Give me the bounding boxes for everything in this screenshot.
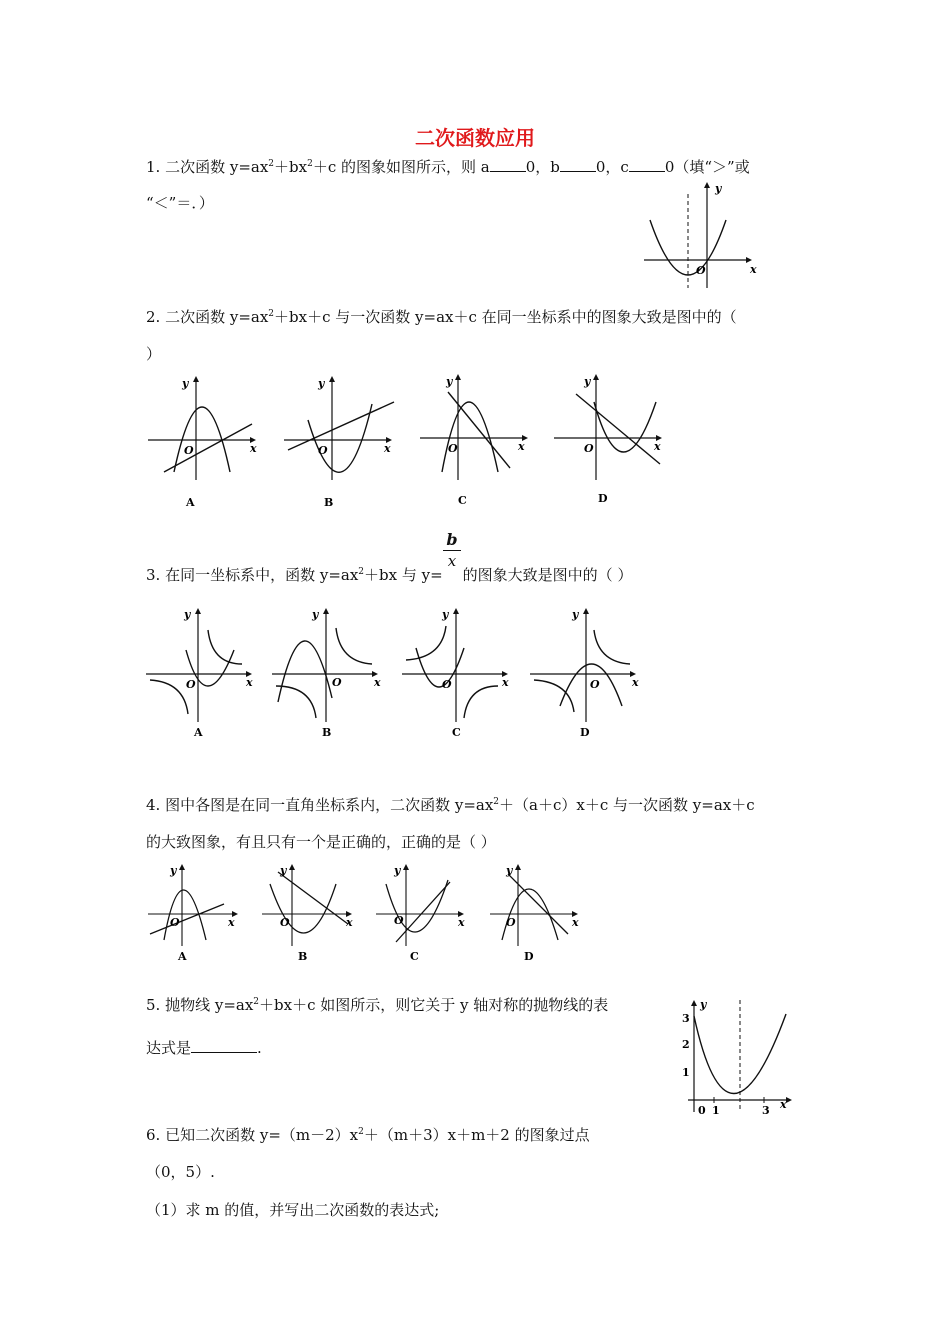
q2-b-y-label: y xyxy=(318,377,325,390)
q2-b-origin: O xyxy=(318,444,328,457)
q1-blank-b[interactable] xyxy=(560,156,596,172)
q2-option-b-graph[interactable] xyxy=(284,376,394,480)
q3-fraction-denominator: x xyxy=(447,552,457,570)
q3-option-d-label: D xyxy=(580,726,590,739)
svg-text:y: y xyxy=(184,608,191,621)
svg-text:y: y xyxy=(394,864,401,877)
svg-text:O: O xyxy=(506,916,516,929)
q2-figures xyxy=(146,372,676,516)
svg-text:x: x xyxy=(502,676,509,689)
q4-line2: 的大致图象，有且只有一个是正确的，正确的是（ ） xyxy=(146,833,496,851)
q5-xtick-3: 3 xyxy=(762,1104,770,1117)
q2-a-y-label: y xyxy=(182,377,189,390)
q3-option-a-graph[interactable] xyxy=(146,608,252,722)
q1-line1: 1. 二次函数 $y=ax^2+bx^2+c$ 的图象如图所示，则 a 0，b 0，c 0（填“＞”或 xyxy=(146,158,750,176)
q4-figures xyxy=(146,862,596,970)
svg-text:O: O xyxy=(332,676,342,689)
q1-origin-label: O xyxy=(696,264,706,277)
q2-option-c-label: C xyxy=(458,494,467,507)
q1-line2: “＜”＝．） xyxy=(146,194,214,212)
q2-option-d-label: D xyxy=(598,492,608,505)
svg-text:y: y xyxy=(312,608,319,621)
q5-line2: 达式是 . xyxy=(146,1039,262,1057)
q3-option-a-label: A xyxy=(194,726,203,739)
q1-text-f: 0（填“＞”或 xyxy=(664,158,750,176)
q6-line1: 6. 已知二次函数 $y=(m-2)x^2+(m+3)x+m+2$ 的图象过点 xyxy=(146,1126,590,1144)
svg-text:y: y xyxy=(170,864,177,877)
q1-text-d: 0，b xyxy=(525,158,560,176)
q5-xtick-0: 0 xyxy=(698,1104,706,1117)
q2-d-x-label: x xyxy=(654,440,661,453)
q2-a-x-label: x xyxy=(250,442,257,455)
svg-text:x: x xyxy=(228,916,235,929)
q3-line1: 3. 在同一坐标系中，函数 $y=ax^2+bx$ 与 y= 的图象大致是图中的（ ） xyxy=(146,566,633,584)
svg-text:O: O xyxy=(442,678,452,691)
q3-fraction-numerator: b xyxy=(443,530,461,551)
q3-option-b-graph[interactable] xyxy=(272,608,378,722)
q3-option-b-label: B xyxy=(322,726,332,739)
q2-c-origin: O xyxy=(448,442,458,455)
q4-option-b-label: B xyxy=(298,950,308,963)
q2-c-x-label: x xyxy=(518,440,525,453)
q4-option-d-label: D xyxy=(524,950,534,963)
q5-ytick-2: 2 xyxy=(682,1038,690,1051)
q2-c-y-label: y xyxy=(446,375,453,388)
q5-xtick-1: 1 xyxy=(712,1104,720,1117)
q1-text-c: ＋c 的图象如图所示，则 a xyxy=(312,158,490,176)
svg-text:x: x xyxy=(458,916,465,929)
q5-line1: 5. 抛物线 $y=ax^2+bx+c$ 如图所示，则它关于 y 轴对称的抛物线的表 xyxy=(146,996,609,1014)
q2-d-origin: O xyxy=(584,442,594,455)
svg-text:x: x xyxy=(780,1098,787,1111)
svg-text:y: y xyxy=(700,998,707,1011)
q4-option-b-graph[interactable] xyxy=(262,864,352,946)
q3-option-d-graph[interactable] xyxy=(530,608,636,722)
svg-text:y: y xyxy=(572,608,579,621)
q6-line2: （0，5）. xyxy=(146,1163,215,1181)
q5-figure xyxy=(670,996,800,1124)
q3-option-c-label: C xyxy=(452,726,461,739)
q1-blank-c[interactable] xyxy=(629,156,665,172)
q2-option-c-graph[interactable] xyxy=(420,374,528,480)
q5-ytick-1: 1 xyxy=(682,1066,690,1079)
svg-text:O: O xyxy=(280,916,290,929)
q1-text-b: ＋bx xyxy=(274,158,308,176)
q1-y-label: y xyxy=(715,182,722,195)
q5-ytick-3: 3 xyxy=(682,1012,690,1025)
q4-option-a-graph[interactable] xyxy=(148,864,238,946)
q5-answer-blank[interactable] xyxy=(191,1037,257,1053)
svg-text:x: x xyxy=(374,676,381,689)
svg-text:x: x xyxy=(632,676,639,689)
svg-text:y: y xyxy=(442,608,449,621)
svg-text:O: O xyxy=(170,916,180,929)
q4-option-c-graph[interactable] xyxy=(376,864,464,946)
svg-text:x: x xyxy=(246,676,253,689)
q6-line3: （1）求 m 的值，并写出二次函数的表达式; xyxy=(146,1201,440,1219)
svg-text:O: O xyxy=(394,914,404,927)
q2-option-d-graph[interactable] xyxy=(554,374,662,480)
q2-option-a-graph[interactable] xyxy=(148,376,256,480)
q2-option-b-label: B xyxy=(324,496,334,509)
q1-x-label: x xyxy=(750,263,757,276)
svg-text:x: x xyxy=(572,916,579,929)
q4-option-c-label: C xyxy=(410,950,419,963)
q2-line1: 2. 二次函数 $y=ax^2+bx+c$ 与一次函数 y=ax＋c 在同一坐标系中的图象大致是图中的（ xyxy=(146,308,737,326)
q2-a-origin: O xyxy=(184,444,194,457)
q1-text-a: 1. 二次函数 y=ax xyxy=(146,158,269,176)
svg-text:y: y xyxy=(506,864,513,877)
q1-figure xyxy=(640,180,760,294)
page-title: 二次函数应用 xyxy=(415,126,535,150)
q4-option-a-label: A xyxy=(178,950,187,963)
q4-option-d-graph[interactable] xyxy=(490,864,578,946)
q2-option-a-label: A xyxy=(186,496,195,509)
q2-b-x-label: x xyxy=(384,442,391,455)
q1-text-e: 0，c xyxy=(595,158,629,176)
q4-line1: 4. 图中各图是在同一直角坐标系内，二次函数 $y=ax^2+(a+c)x+c$ 与一次函数 y=ax＋c xyxy=(146,796,755,814)
q1-blank-a[interactable] xyxy=(490,156,526,172)
svg-text:y: y xyxy=(280,864,287,877)
svg-text:x: x xyxy=(346,916,353,929)
svg-text:O: O xyxy=(590,678,600,691)
q3-figures xyxy=(146,602,676,746)
svg-text:O: O xyxy=(186,678,196,691)
q2-line2: ） xyxy=(146,345,162,363)
q2-d-y-label: y xyxy=(584,375,591,388)
q3-option-c-graph[interactable] xyxy=(402,608,508,722)
